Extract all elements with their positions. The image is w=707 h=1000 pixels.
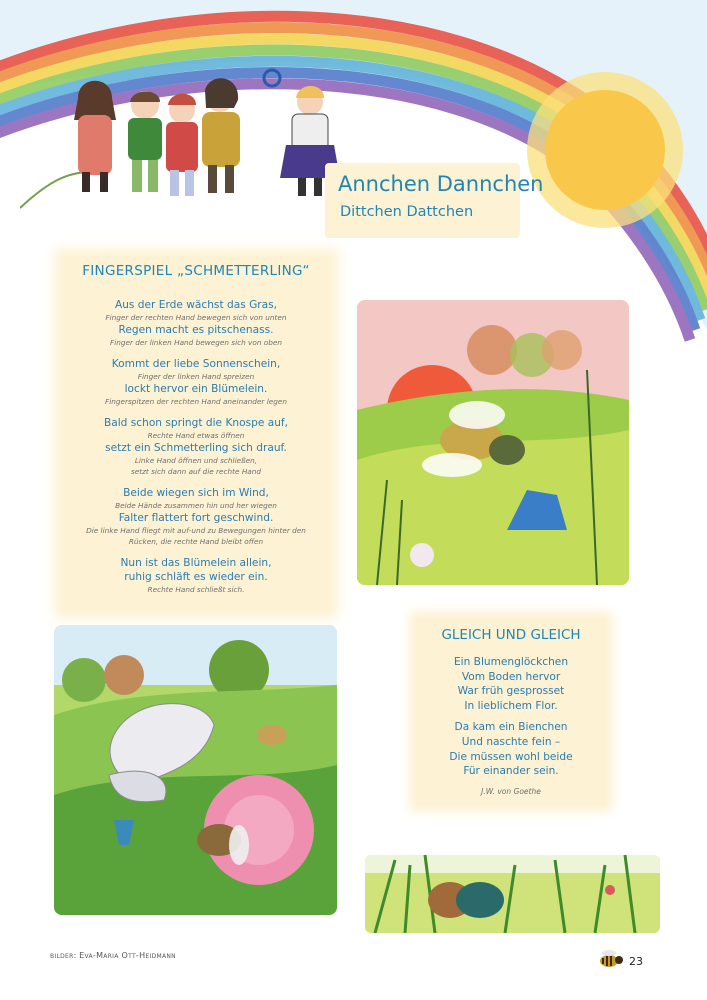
beetle-grass-painting — [365, 855, 660, 933]
poem-instruction: Fingerspitzen der rechten Hand aneinander legen — [105, 397, 287, 406]
page-number: 23 — [629, 955, 643, 968]
poem-instruction: Finger der linken Hand spreizen — [137, 372, 255, 381]
poem-line: In lieblichem Flor. — [464, 699, 558, 712]
page-subtitle: Dittchen Dattchen — [340, 204, 474, 220]
children-illustration — [20, 60, 340, 210]
poem-line: Vom Boden hervor — [461, 670, 561, 683]
poem-instruction: Die linke Hand fliegt mit auf-und zu Bewegungen hinter den — [86, 526, 306, 535]
page-title: Annchen Dannchen — [338, 172, 544, 196]
poem-line: Kommt der liebe Sonnenschein, — [111, 358, 281, 370]
poem-line: Falter flattert fort geschwind. — [118, 512, 274, 524]
image-credit: bilder: Eva-Maria Ott-Heidmann — [50, 951, 176, 960]
poem-line: Ein Blumenglöckchen — [453, 656, 569, 668]
poem-author: J.W. von Goethe — [481, 786, 541, 796]
poem-line: Für einander sein. — [463, 765, 559, 778]
poem-instruction: setzt sich dann auf die rechte Hand — [130, 467, 262, 476]
poem-line: lockt hervor ein Blümelein. — [124, 383, 268, 395]
poem-instruction: Linke Hand öffnen und schließen, — [134, 456, 258, 465]
poem-line: Beide wiegen sich im Wind, — [123, 487, 269, 499]
poem-line: setzt ein Schmetterling sich drauf. — [105, 442, 287, 454]
poem-fingerspiel-heading: FINGERSPIEL „SCHMETTERLING“ — [82, 263, 310, 279]
sun-icon — [527, 72, 683, 228]
poem-instruction: Rücken, die rechte Hand bleibt offen — [128, 537, 264, 546]
poem-line: Da kam ein Bienchen — [454, 721, 568, 734]
butterfly-flower-painting — [54, 625, 337, 915]
poem-line: Aus der Erde wächst das Gras, — [114, 299, 278, 311]
poem-instruction: Finger der rechten Hand bewegen sich von unten — [105, 313, 287, 322]
poem-line: Regen macht es pitschenass. — [118, 324, 274, 336]
poem-gleich-card — [415, 617, 607, 806]
poem-line: Und naschte fein – — [461, 735, 561, 748]
poem-instruction: Beide Hände zusammen hin und her wiegen — [115, 501, 277, 510]
poem-line: ruhig schläft es wieder ein. — [124, 571, 268, 583]
bee-meadow-painting — [357, 300, 629, 585]
poem-instruction: Rechte Hand schließt sich. — [147, 585, 245, 594]
poem-line: Bald schon springt die Knospe auf, — [103, 417, 289, 429]
poem-line: Nun ist das Blümelein allein, — [120, 557, 272, 569]
poem-gleich-heading: GLEICH UND GLEICH — [441, 627, 581, 643]
poem-instruction: Finger der linken Hand bewegen sich von oben — [110, 338, 282, 347]
poem-line: War früh gesprosset — [457, 685, 565, 698]
poem-instruction: Rechte Hand etwas öffnen — [147, 431, 245, 440]
poem-line: Die müssen wohl beide — [449, 750, 573, 763]
bee-icon — [597, 948, 625, 970]
poem-fingerspiel-card — [62, 256, 330, 611]
